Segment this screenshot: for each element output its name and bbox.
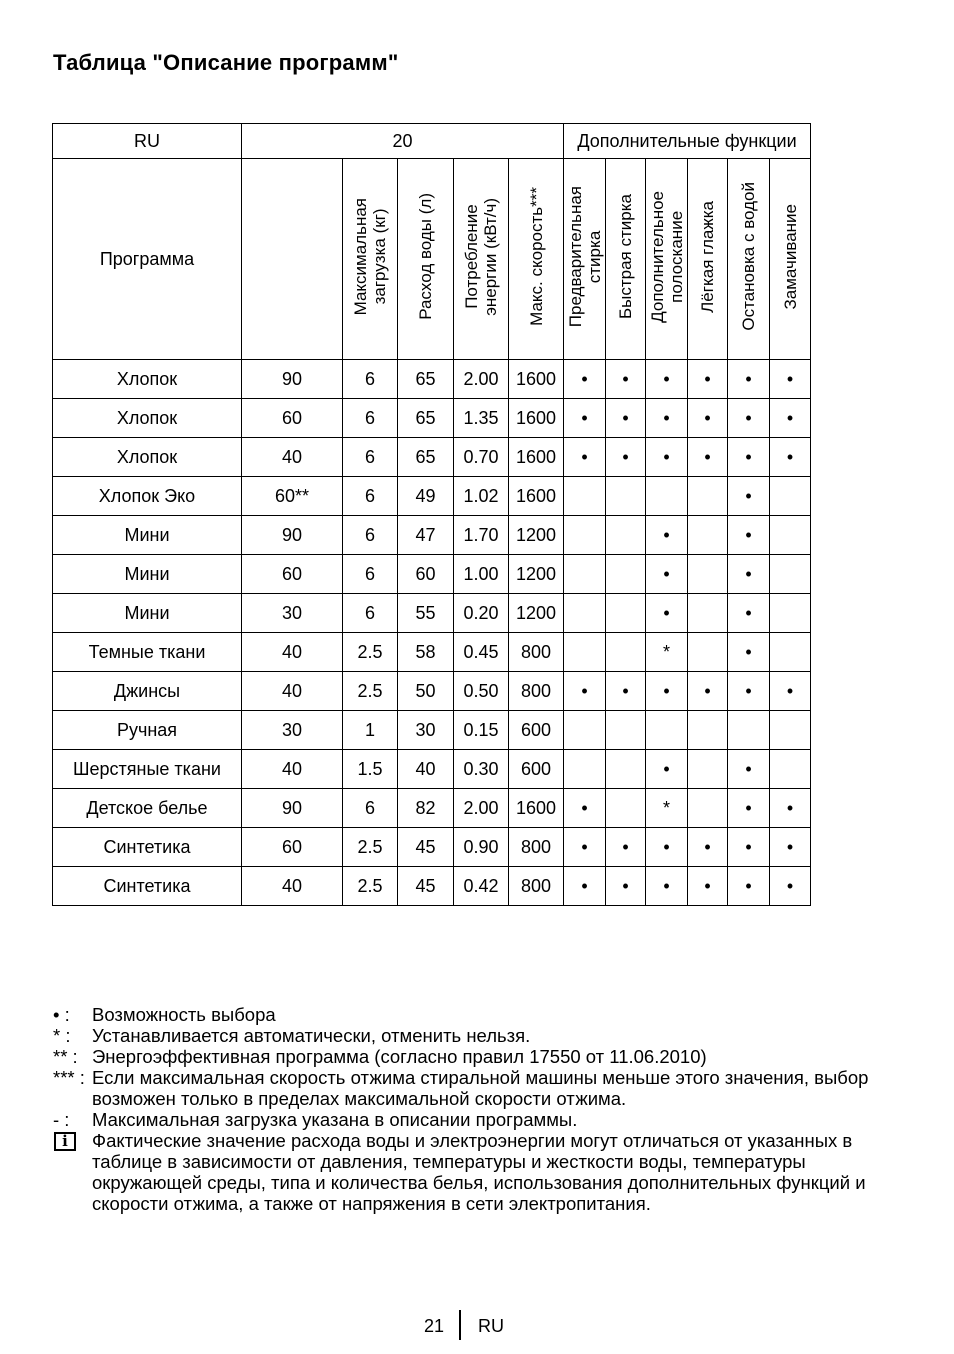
function-cell: •: [564, 438, 606, 477]
energy-cell: 2.00: [454, 360, 509, 399]
function-cell: [646, 711, 688, 750]
speed-cell: 1600: [509, 438, 564, 477]
function-cell: [770, 750, 811, 789]
water-cell: 65: [398, 399, 454, 438]
function-cell: •: [606, 399, 646, 438]
function-cell: •: [688, 438, 728, 477]
function-cell: •: [646, 750, 688, 789]
function-cell: •: [646, 399, 688, 438]
footer-language: RU: [478, 1316, 504, 1336]
function-cell: [646, 477, 688, 516]
speed-cell: 1600: [509, 789, 564, 828]
function-cell: •: [646, 867, 688, 906]
column-header: [454, 159, 509, 360]
temperature-cell: 60: [242, 399, 343, 438]
water-cell: 65: [398, 360, 454, 399]
column-header-label: Предварительная стирка: [565, 185, 604, 328]
load-cell: 6: [343, 399, 398, 438]
function-cell: [688, 633, 728, 672]
function-cell: [770, 633, 811, 672]
function-cell: [688, 477, 728, 516]
speed-cell: 600: [509, 711, 564, 750]
function-cell: [564, 633, 606, 672]
column-header-label: Макс. скорость***: [526, 187, 546, 326]
function-cell: •: [770, 828, 811, 867]
column-header: [770, 159, 811, 360]
energy-cell: 0.42: [454, 867, 509, 906]
temperature-cell: 60**: [242, 477, 343, 516]
function-cell: •: [646, 438, 688, 477]
footnote-symbol: - :: [53, 1109, 70, 1130]
column-header-label: Дополнительное полоскание: [647, 190, 686, 323]
function-cell: [606, 633, 646, 672]
function-cell: •: [688, 672, 728, 711]
temperature-cell: 30: [242, 711, 343, 750]
program-table: [52, 123, 811, 906]
function-cell: [688, 711, 728, 750]
water-cell: 40: [398, 750, 454, 789]
function-cell: •: [606, 867, 646, 906]
program-name-cell: Джинсы: [53, 672, 242, 711]
function-cell: [564, 711, 606, 750]
function-cell: •: [606, 438, 646, 477]
water-cell: 58: [398, 633, 454, 672]
load-cell: 6: [343, 438, 398, 477]
column-header-label: Лёгкая глажка: [698, 200, 717, 313]
column-header-label: Расход воды (л): [416, 193, 435, 320]
footnote-symbol: *** :: [53, 1067, 85, 1088]
footnote: [53, 1067, 903, 1109]
column-header: [564, 159, 606, 360]
function-cell: [606, 477, 646, 516]
footnote-text: Максимальная загрузка указана в описании программы.: [92, 1109, 578, 1130]
temperature-cell: 40: [242, 867, 343, 906]
water-cell: 82: [398, 789, 454, 828]
function-cell: *: [646, 633, 688, 672]
temperature-cell: 90: [242, 516, 343, 555]
function-cell: [606, 555, 646, 594]
function-cell: •: [564, 828, 606, 867]
voltage-code-cell: 20: [242, 124, 564, 159]
column-header: [606, 159, 646, 360]
footnote: [53, 1046, 903, 1067]
energy-cell: 1.02: [454, 477, 509, 516]
speed-cell: 1200: [509, 555, 564, 594]
function-cell: •: [606, 360, 646, 399]
column-header: [509, 159, 564, 360]
table-row: [53, 360, 811, 399]
program-name-cell: Детское белье: [53, 789, 242, 828]
function-cell: •: [688, 867, 728, 906]
function-cell: •: [728, 633, 770, 672]
load-cell: 6: [343, 555, 398, 594]
function-cell: [688, 750, 728, 789]
function-cell: •: [606, 672, 646, 711]
table-row: [53, 633, 811, 672]
energy-cell: 0.90: [454, 828, 509, 867]
energy-cell: 1.00: [454, 555, 509, 594]
table-row: [53, 711, 811, 750]
table-row: [53, 750, 811, 789]
water-cell: 50: [398, 672, 454, 711]
column-header-label: Максимальная загрузка (кг): [351, 197, 389, 316]
function-cell: •: [646, 516, 688, 555]
program-name-cell: Хлопок: [53, 438, 242, 477]
function-cell: [606, 750, 646, 789]
function-cell: •: [728, 438, 770, 477]
function-cell: [688, 789, 728, 828]
table-row: [53, 516, 811, 555]
temperature-cell: 60: [242, 555, 343, 594]
table-row: [53, 789, 811, 828]
load-cell: 1.5: [343, 750, 398, 789]
footnote: [53, 1025, 903, 1046]
function-cell: •: [728, 594, 770, 633]
function-cell: [564, 750, 606, 789]
function-cell: [688, 594, 728, 633]
footnote-symbol: * :: [53, 1025, 71, 1046]
program-name-cell: Мини: [53, 555, 242, 594]
program-name-cell: Синтетика: [53, 828, 242, 867]
column-header: [646, 159, 688, 360]
function-cell: •: [770, 399, 811, 438]
function-cell: [728, 711, 770, 750]
speed-cell: 1600: [509, 360, 564, 399]
energy-cell: 1.70: [454, 516, 509, 555]
program-name-cell: Мини: [53, 594, 242, 633]
temperature-cell: 40: [242, 672, 343, 711]
function-cell: •: [564, 399, 606, 438]
energy-cell: 0.70: [454, 438, 509, 477]
function-cell: •: [728, 789, 770, 828]
program-name-cell: Шерстяные ткани: [53, 750, 242, 789]
function-cell: •: [728, 477, 770, 516]
speed-cell: 600: [509, 750, 564, 789]
function-cell: [564, 516, 606, 555]
function-cell: •: [646, 555, 688, 594]
function-cell: [564, 594, 606, 633]
energy-cell: 0.50: [454, 672, 509, 711]
function-cell: •: [728, 555, 770, 594]
page-title: Таблица "Описание программ": [53, 50, 399, 75]
function-cell: •: [728, 399, 770, 438]
speed-cell: 800: [509, 672, 564, 711]
footnote-symbol: ** :: [53, 1046, 78, 1067]
table-row: [53, 555, 811, 594]
speed-cell: 1600: [509, 399, 564, 438]
lang-code-cell: RU: [53, 124, 242, 159]
column-header-label: Замачивание: [780, 203, 800, 310]
function-cell: [606, 516, 646, 555]
function-cell: [564, 555, 606, 594]
load-cell: 2.5: [343, 672, 398, 711]
function-cell: •: [646, 594, 688, 633]
water-cell: 60: [398, 555, 454, 594]
water-cell: 49: [398, 477, 454, 516]
table-row: [53, 594, 811, 633]
info-note-text: Фактические значение расхода воды и электроэнергии могут отличаться от указанных в таблице в зависимости от давления, температуры и жесткости воды, температуры окружающей среды, типа и количества белья, использования дополнительных функций и скорости отжима, а также от напряжения в сети электропитания.: [92, 1130, 866, 1214]
load-cell: 6: [343, 360, 398, 399]
footnote-text: Если максимальная скорость отжима стиральной машины меньше этого значения, выбор возможен только в пределах максимальной скорости отжима.: [92, 1067, 869, 1109]
function-cell: [606, 711, 646, 750]
function-cell: [770, 516, 811, 555]
footnote: [53, 1004, 903, 1025]
table-row: [53, 438, 811, 477]
function-cell: [606, 789, 646, 828]
column-header: [343, 159, 398, 360]
speed-cell: 1200: [509, 594, 564, 633]
speed-cell: 800: [509, 828, 564, 867]
footnote-text: Энергоэффективная программа (согласно правил 17550 от 11.06.2010): [92, 1046, 707, 1067]
function-cell: •: [564, 360, 606, 399]
program-header: Программа: [53, 159, 242, 360]
temperature-cell: 90: [242, 360, 343, 399]
table-row: [53, 477, 811, 516]
function-cell: [770, 555, 811, 594]
program-name-cell: Хлопок: [53, 360, 242, 399]
energy-cell: 0.20: [454, 594, 509, 633]
load-cell: 6: [343, 477, 398, 516]
load-cell: 2.5: [343, 633, 398, 672]
function-cell: •: [728, 828, 770, 867]
energy-cell: 0.15: [454, 711, 509, 750]
function-cell: •: [770, 867, 811, 906]
footnotes: [53, 1004, 903, 1214]
function-cell: [606, 594, 646, 633]
temperature-cell: 60: [242, 828, 343, 867]
function-cell: •: [564, 672, 606, 711]
program-name-cell: Темные ткани: [53, 633, 242, 672]
energy-cell: 2.00: [454, 789, 509, 828]
function-cell: [770, 594, 811, 633]
program-name-cell: Мини: [53, 516, 242, 555]
function-cell: •: [606, 828, 646, 867]
column-header-label: Быстрая стирка: [616, 193, 635, 319]
program-name-cell: Ручная: [53, 711, 242, 750]
function-cell: •: [728, 360, 770, 399]
water-cell: 47: [398, 516, 454, 555]
speed-cell: 1600: [509, 477, 564, 516]
speed-cell: 1200: [509, 516, 564, 555]
energy-cell: 1.35: [454, 399, 509, 438]
column-header: [398, 159, 454, 360]
page-number: 21: [424, 1316, 445, 1336]
table-row: [53, 672, 811, 711]
program-name-cell: Хлопок: [53, 399, 242, 438]
load-cell: 6: [343, 516, 398, 555]
temperature-cell: 40: [242, 750, 343, 789]
speed-cell: 800: [509, 867, 564, 906]
function-cell: •: [688, 360, 728, 399]
info-icon: i: [54, 1132, 76, 1151]
water-cell: 55: [398, 594, 454, 633]
info-note: [53, 1130, 903, 1214]
temperature-cell: 40: [242, 633, 343, 672]
function-cell: •: [564, 789, 606, 828]
program-name-cell: Хлопок Эко: [53, 477, 242, 516]
function-cell: •: [770, 360, 811, 399]
function-cell: •: [646, 672, 688, 711]
load-cell: 6: [343, 594, 398, 633]
footnote: [53, 1109, 903, 1130]
column-header: [728, 159, 770, 360]
function-cell: •: [646, 360, 688, 399]
footnote-text: Устанавливается автоматически, отменить нельзя.: [92, 1025, 531, 1046]
function-cell: •: [770, 672, 811, 711]
column-header-label: Остановка с водой: [739, 182, 758, 331]
water-cell: 45: [398, 828, 454, 867]
water-cell: 65: [398, 438, 454, 477]
column-header-label: Потребление энергии (кВт/ч): [462, 197, 500, 316]
speed-cell: 800: [509, 633, 564, 672]
load-cell: 2.5: [343, 867, 398, 906]
table-row: [53, 828, 811, 867]
load-cell: 6: [343, 789, 398, 828]
table-row: [53, 867, 811, 906]
temperature-header: [242, 159, 343, 360]
water-cell: 45: [398, 867, 454, 906]
program-name-cell: Синтетика: [53, 867, 242, 906]
table-row: [53, 399, 811, 438]
water-cell: 30: [398, 711, 454, 750]
function-cell: [564, 477, 606, 516]
temperature-cell: 30: [242, 594, 343, 633]
column-header: [688, 159, 728, 360]
additional-functions-header: Дополнительные функции: [564, 124, 811, 159]
temperature-cell: 40: [242, 438, 343, 477]
function-cell: •: [688, 399, 728, 438]
footnote-symbol: • :: [53, 1004, 70, 1025]
function-cell: •: [728, 516, 770, 555]
function-cell: [770, 477, 811, 516]
function-cell: •: [770, 789, 811, 828]
energy-cell: 0.45: [454, 633, 509, 672]
function-cell: •: [728, 867, 770, 906]
function-cell: •: [728, 672, 770, 711]
energy-cell: 0.30: [454, 750, 509, 789]
function-cell: [688, 555, 728, 594]
temperature-cell: 90: [242, 789, 343, 828]
function-cell: *: [646, 789, 688, 828]
function-cell: •: [646, 828, 688, 867]
function-cell: [770, 711, 811, 750]
function-cell: •: [728, 750, 770, 789]
function-cell: •: [688, 828, 728, 867]
footnote-text: Возможность выбора: [92, 1004, 276, 1025]
load-cell: 1: [343, 711, 398, 750]
function-cell: [688, 516, 728, 555]
function-cell: •: [770, 438, 811, 477]
load-cell: 2.5: [343, 828, 398, 867]
function-cell: •: [564, 867, 606, 906]
footer-divider: [459, 1310, 461, 1340]
